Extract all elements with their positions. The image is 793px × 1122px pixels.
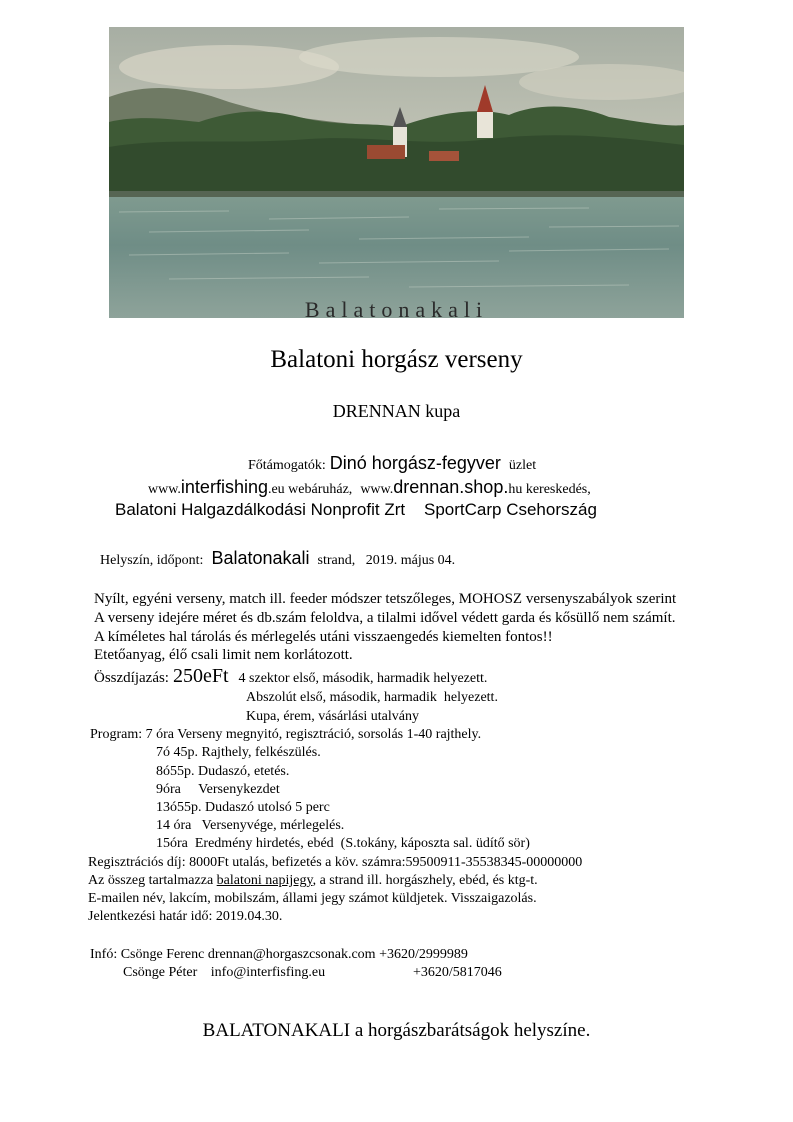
web1-suffix: .eu webáruház,: [267, 482, 353, 497]
program-item: 9óra Versenykezdet: [156, 782, 280, 797]
info-line-1: [90, 947, 468, 963]
prize-label: Összdíjazás:: [94, 670, 169, 686]
web1-name: interfishing: [180, 477, 268, 497]
info-line-2: [123, 965, 325, 981]
includes-text: Az összeg tartalmazza: [88, 873, 217, 888]
contact-phone: +3620/5817046: [413, 965, 502, 980]
rule-line: A kíméletes hal tárolás és mérlegelés utáni visszaengedés kiemelten fontos!!: [94, 629, 553, 645]
contact-email[interactable]: info@interfisfing.eu: [210, 965, 326, 980]
prize-sectors: 4 szektor első, második, harmadik helyezett.: [238, 671, 488, 686]
contact-name: Csönge Ferenc: [120, 947, 205, 962]
web2-prefix: www.: [360, 482, 394, 497]
venue-label: Helyszín, időpont:: [100, 553, 204, 568]
info-label: Infó:: [90, 947, 118, 962]
venue-place: Balatonakali: [211, 548, 310, 568]
sponsors-line-2: [148, 477, 591, 498]
web1-prefix: www.: [148, 482, 181, 497]
page-title: Balatoni horgász verseny: [270, 346, 523, 373]
program-item: 15óra Eredmény hirdetés, ebéd (S.tokány, káposzta sal. üdítő sör): [156, 836, 530, 851]
contact-email[interactable]: drennan@horgaszcsonak.com: [207, 947, 376, 962]
registration-fee: Regisztrációs díj: 8000Ft utalás, befizetés a köv. számra:59500911-35538345-00000000: [88, 855, 583, 870]
prize-awards: Kupa, érem, vásárlási utalvány: [246, 709, 419, 724]
contact-name: Csönge Péter: [123, 965, 198, 980]
main-sponsor: Dinó horgász-fegyver: [329, 453, 501, 473]
main-sponsor-suffix: üzlet: [508, 458, 537, 473]
venue-line: [100, 548, 455, 569]
program-item: 8ó55p. Dudaszó, etetés.: [156, 764, 290, 779]
header-photo: [109, 27, 684, 318]
prize-line-1: [94, 665, 487, 688]
venue-date: strand, 2019. május 04.: [317, 553, 456, 568]
registration-deadline: Jelentkezési határ idő: 2019.04.30.: [88, 909, 283, 924]
web2-name: drennan.shop.: [393, 477, 509, 497]
sponsors-line-3: Balatoni Halgazdálkodási Nonprofit Zrt SportCarp Csehország: [115, 500, 597, 519]
program-item: 13ó55p. Dudaszó utolsó 5 perc: [156, 800, 330, 815]
sponsors-label: Főtámogatók:: [248, 458, 326, 473]
prize-amount: 250eFt: [172, 665, 229, 687]
lake-landscape-image: [109, 27, 684, 318]
rule-line: A verseny idejére méret és db.szám feloldva, a tilalmi idővel védett garda és kősüllő nem számít.: [94, 610, 676, 626]
includes-text-end: , a strand ill. horgászhely, ebéd, és ktg-t.: [312, 873, 538, 888]
page-subtitle: DRENNAN kupa: [332, 401, 461, 421]
prize-absolute: Abszolút első, második, harmadik helyezett.: [246, 690, 498, 705]
registration-email: E-mailen név, lakcím, mobilszám, állami jegy számot küldjetek. Visszaigazolás.: [88, 891, 537, 906]
photo-caption: Balatonakali: [304, 297, 489, 318]
program-item: 14 óra Versenyvége, mérlegelés.: [156, 818, 345, 833]
sponsors-line-1: [248, 453, 536, 474]
web2-suffix: hu kereskedés,: [508, 482, 591, 497]
rule-line: Nyílt, egyéni verseny, match ill. feeder módszer tetszőleges, MOHOSZ versenyszabályok szerint: [94, 591, 677, 607]
program-item: 7ó 45p. Rajthely, felkészülés.: [156, 745, 321, 760]
registration-includes: [88, 873, 538, 889]
rule-line: Etetőanyag, élő csali limit nem korlátozott.: [94, 647, 353, 663]
contact-phone: +3620/2999989: [379, 947, 468, 962]
footer-slogan: BALATONAKALI a horgászbarátságok helyszíne.: [202, 1020, 591, 1041]
program-start: Program: 7 óra Verseny megnyitó, regisztráció, sorsolás 1-40 rajthely.: [90, 727, 482, 742]
daily-ticket-link[interactable]: balatoni napijegy: [216, 873, 313, 888]
